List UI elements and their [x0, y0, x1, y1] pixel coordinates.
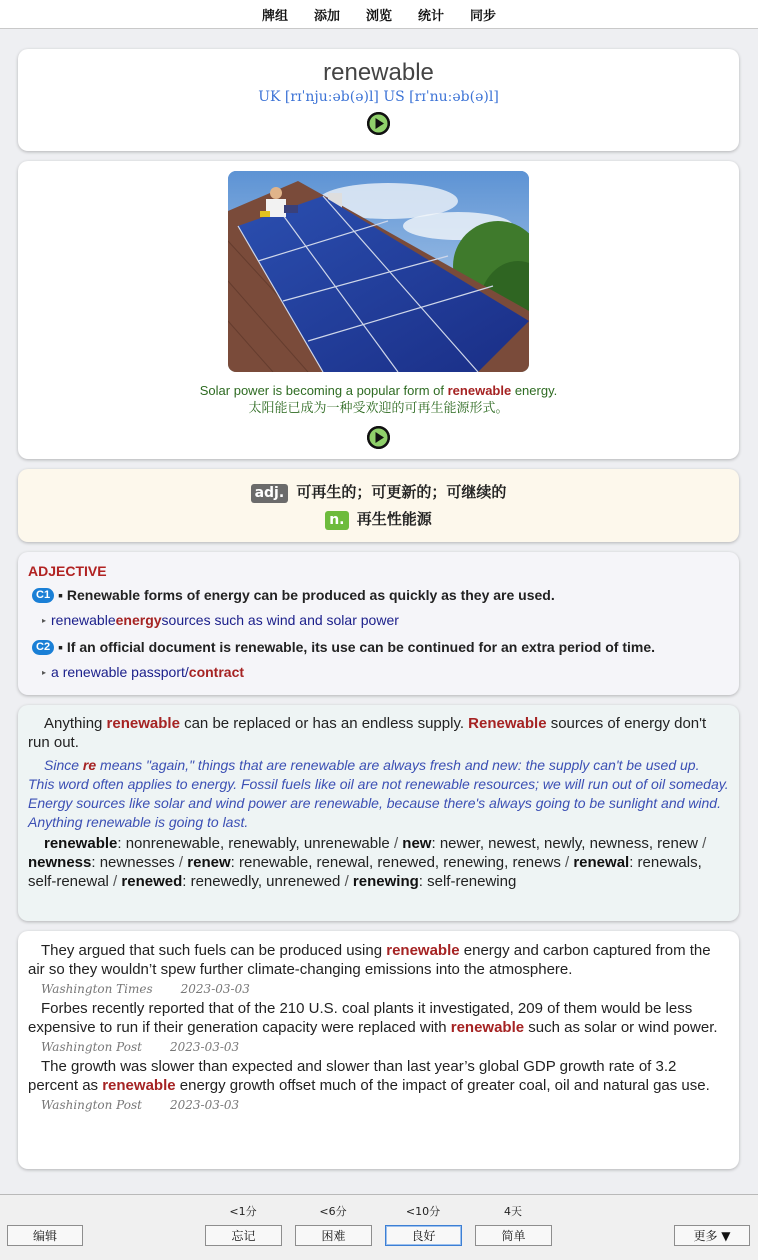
- usage-note: [28, 756, 729, 832]
- usage-text: can be replaced or has an endless supply.: [179, 715, 469, 732]
- definition-example-text: renewable: [51, 612, 116, 628]
- news-highlight: renewable: [386, 942, 460, 959]
- phonetic: UK [rɪˈnjuːəb(ə)l] US [rɪˈnuːəb(ə)l]: [258, 89, 499, 105]
- word-forms: [28, 834, 729, 891]
- word-form-list: : newnesses: [91, 854, 175, 871]
- news-text: The growth was slower than expected and slower than last year’s global GDP growth rate of 3.2 percent as: [28, 1058, 677, 1094]
- separator: /: [340, 873, 353, 890]
- word-form-head: renewed: [121, 873, 183, 890]
- menu-sync[interactable]: 同步: [470, 8, 497, 24]
- interval-good: <10分: [405, 1205, 441, 1218]
- meaning-noun-text: 再生性能源: [356, 510, 432, 528]
- level-badge: C2: [32, 640, 54, 655]
- word-card: [18, 49, 739, 151]
- pos-badge-noun: n.: [325, 511, 348, 530]
- definition-text: ▪ Renewable forms of energy can be produced as quickly as they are used.: [58, 587, 555, 603]
- usage-highlight: Renewable: [468, 715, 547, 732]
- word-form-head: newness: [28, 854, 92, 871]
- interval-easy: 4天: [504, 1205, 522, 1218]
- usage-text: sources of energy don't run out.: [28, 715, 707, 751]
- play-icon: [367, 426, 390, 449]
- news-text: They argued that such fuels can be produced using: [41, 942, 387, 959]
- news-date: 2023-03-03: [169, 1040, 240, 1054]
- menu-add[interactable]: 添加: [313, 8, 340, 24]
- example-text-before: Solar power is becoming a popular form of: [199, 383, 448, 398]
- news-text: Forbes recently reported that of the 210 U.S. coal plants it investigated, 209 of them would be less expensive to run if their generation capacity were replaced with: [28, 1000, 693, 1036]
- pos-badge-adj: adj.: [251, 484, 289, 503]
- more-button[interactable]: 更多 ▼: [674, 1225, 750, 1246]
- word-form-head: renewing: [352, 873, 419, 890]
- interval-again: <1分: [229, 1205, 257, 1218]
- usage-card: [18, 705, 739, 921]
- news-source-name: Washington Post: [41, 1040, 142, 1054]
- good-button[interactable]: 良好: [385, 1225, 462, 1246]
- example-text-after: energy.: [511, 383, 558, 398]
- play-icon: [367, 112, 390, 135]
- usage-highlight: renewable: [106, 715, 180, 732]
- bullet-triangle-icon: ▸: [42, 615, 47, 625]
- word-form-head: renew: [187, 854, 231, 871]
- play-word-audio-button[interactable]: [367, 112, 390, 135]
- separator: /: [560, 854, 574, 871]
- example-highlight: renewable: [447, 383, 512, 398]
- usage-note-text: means "again," things that are renewable are always fresh and new: the supply can't be used up. This word often applies to energy. Fossil fuels like oil are not renewable resources; we will run out of oil someday. Energy sources like solar and wind power are renewable, because there's always going to be sunlight and wind. Anything renewable is going to last.: [28, 757, 729, 830]
- word-form-list: : self-renewing: [418, 873, 517, 890]
- news-source: [28, 1037, 729, 1057]
- card-content: [18, 29, 739, 1179]
- top-menu-bar: [0, 0, 758, 29]
- meaning-adj: [18, 481, 739, 508]
- definition-card: [18, 552, 739, 695]
- headword: renewable: [323, 59, 434, 86]
- definition-text: ▪ If an official document is renewable, its use can be continued for an extra period of time.: [58, 639, 656, 655]
- level-badge: C1: [32, 588, 54, 603]
- solar-roof-illustration: [228, 171, 529, 372]
- bullet-triangle-icon: ▸: [42, 667, 47, 677]
- usage-summary: [28, 714, 729, 752]
- word-form-list: : newer, newest, newly, newness, renew: [431, 835, 699, 852]
- meaning-adj-text: 可再生的；可更新的；可继续的: [296, 483, 507, 501]
- news-source-name: Washington Times: [41, 982, 153, 996]
- news-highlight: renewable: [102, 1077, 176, 1094]
- interval-hard: <6分: [319, 1205, 347, 1218]
- definition-item: [28, 585, 729, 605]
- solar-panel-photo: [228, 171, 529, 372]
- separator: /: [174, 854, 188, 871]
- news-sentence: [28, 999, 729, 1037]
- word-form-head: renewal: [573, 854, 630, 871]
- word-form-head: renewable: [44, 835, 118, 852]
- news-source-name: Washington Post: [41, 1098, 142, 1112]
- news-highlight: renewable: [450, 1019, 525, 1036]
- separator: /: [108, 873, 122, 890]
- definition-example-highlight: contract: [188, 664, 245, 680]
- meaning-card: [18, 469, 739, 542]
- usage-text: Anything: [44, 715, 107, 732]
- news-card: [18, 931, 739, 1169]
- news-text: energy and carbon captured from the air so they wouldn’t spew further climate-changing emissions into the atmosphere.: [28, 942, 711, 978]
- definition-example: [28, 610, 729, 630]
- meaning-noun: [18, 508, 739, 535]
- menu-decks[interactable]: 牌组: [261, 8, 288, 24]
- news-date: 2023-03-03: [180, 982, 250, 996]
- menu-browse[interactable]: 浏览: [365, 8, 392, 24]
- usage-note-text: Since: [44, 757, 83, 773]
- example-sentence-zh: 太阳能已成为一种受欢迎的可再生能源形式。: [248, 401, 509, 416]
- news-sentence: [28, 1057, 729, 1095]
- definition-item: [28, 637, 729, 657]
- separator: /: [698, 835, 707, 852]
- edit-button[interactable]: 编辑: [7, 1225, 83, 1246]
- separator: /: [389, 835, 403, 852]
- easy-button[interactable]: 简单: [475, 1225, 552, 1246]
- again-button[interactable]: 忘记: [205, 1225, 282, 1246]
- news-text: energy growth offset much of the impact of greater coal, oil and natural gas use.: [175, 1077, 710, 1094]
- usage-note-highlight: re: [82, 757, 97, 773]
- menu-stats[interactable]: 统计: [418, 8, 445, 24]
- news-source: [28, 1095, 729, 1115]
- definition-example-text: a renewable passport/: [51, 664, 189, 680]
- news-text: such as solar or wind power.: [524, 1019, 718, 1036]
- definition-heading: ADJECTIVE: [28, 563, 107, 579]
- word-form-list: : nonrenewable, renewably, unrenewable: [117, 835, 390, 852]
- news-sentence: [28, 941, 729, 979]
- definition-example: [28, 662, 729, 682]
- hard-button[interactable]: 困难: [295, 1225, 372, 1246]
- play-example-audio-button[interactable]: [367, 426, 390, 449]
- definition-example-highlight: energy: [115, 612, 162, 628]
- word-form-list: : renewable, renewal, renewed, renewing, renews: [230, 854, 561, 871]
- word-form-list: : renewedly, unrenewed: [182, 873, 341, 890]
- news-source: [28, 979, 729, 999]
- definition-example-text-after: sources such as wind and solar power: [161, 612, 399, 628]
- example-sentence-en: [18, 382, 739, 399]
- review-bottom-bar: [0, 1194, 758, 1260]
- word-form-head: new: [402, 835, 432, 852]
- word-form-list: : renewals, self-renewal: [28, 854, 702, 890]
- image-card: [18, 161, 739, 459]
- news-date: 2023-03-03: [169, 1098, 240, 1112]
